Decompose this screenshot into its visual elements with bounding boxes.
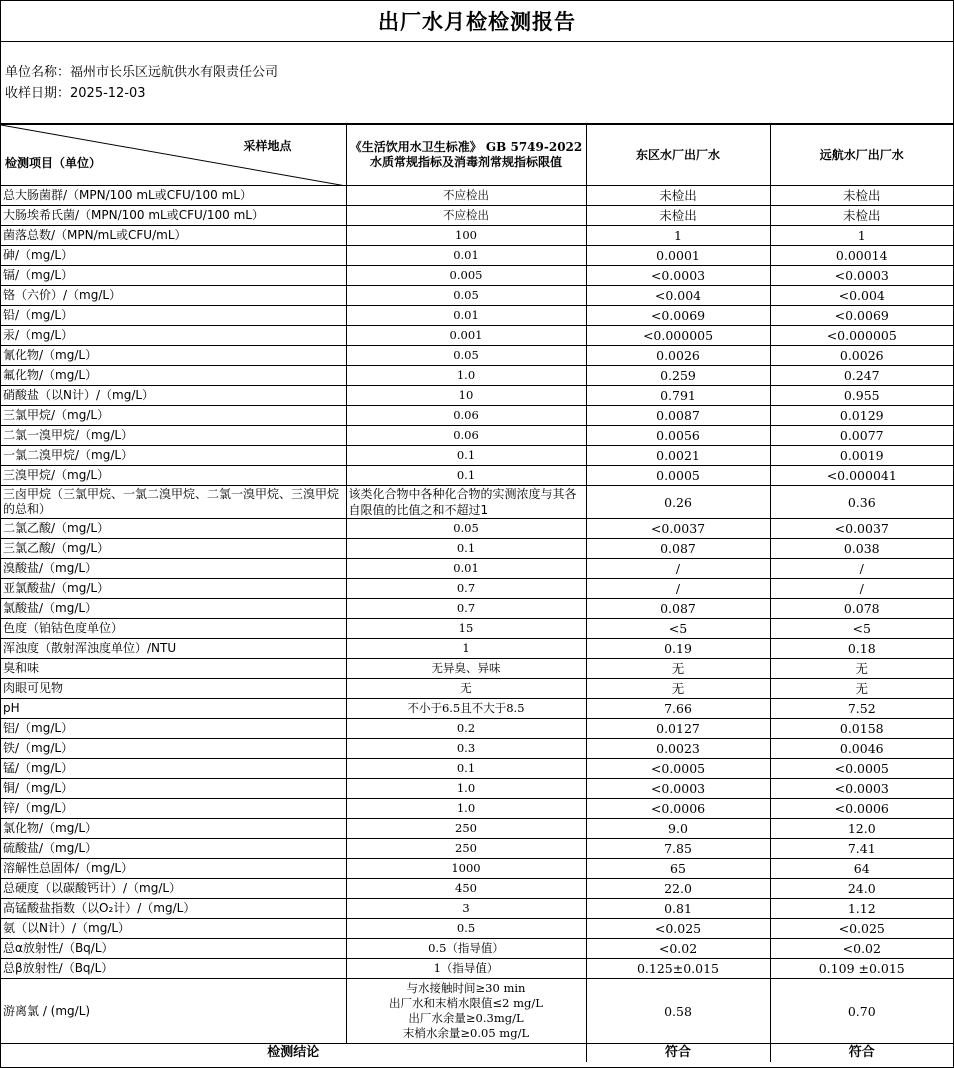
table-cell-item: 高锰酸盐指数（以O₂计）/（mg/L） [1, 899, 346, 919]
unit-line [5, 62, 953, 83]
table-cell-site-1: 0.087 [586, 599, 770, 619]
table-cell-site-2: <0.0003 [770, 266, 953, 286]
table-cell-item: 二氯一溴甲烷/（mg/L） [1, 426, 346, 446]
table-cell-item: 三氯乙酸/（mg/L） [1, 539, 346, 559]
table-cell-item: 铝/（mg/L） [1, 719, 346, 739]
table-row [1, 266, 953, 286]
conclusion-label: 检测结论 [1, 1044, 586, 1063]
table-cell-site-2: <0.000041 [770, 466, 953, 486]
table-cell-item: 二氯乙酸/（mg/L） [1, 519, 346, 539]
table-cell-item: 三溴甲烷/（mg/L） [1, 466, 346, 486]
table-cell-item: 汞/（mg/L） [1, 326, 346, 346]
table-cell-site-2: 0.247 [770, 366, 953, 386]
table-cell-limit: 不小于6.5且不大于8.5 [346, 699, 586, 719]
date-line [5, 83, 953, 104]
table-cell-site-2: <0.0037 [770, 519, 953, 539]
table-cell-site-2: 0.70 [770, 979, 953, 1044]
table-cell-site-2: 0.0129 [770, 406, 953, 426]
table-cell-site-2: <0.02 [770, 939, 953, 959]
table-row [1, 326, 953, 346]
table-cell-limit: 1.0 [346, 779, 586, 799]
table-cell-site-1: <0.0069 [586, 306, 770, 326]
table-cell-limit: 0.5 [346, 919, 586, 939]
table-cell-site-1: 0.0021 [586, 446, 770, 466]
table-cell-site-1: 0.81 [586, 899, 770, 919]
limit-line: 末梢水余量≥0.05 mg/L [402, 1026, 530, 1040]
table-cell-limit: 0.05 [346, 519, 586, 539]
table-cell-site-1: 0.087 [586, 539, 770, 559]
table-cell-item: 铅/（mg/L） [1, 306, 346, 326]
conclusion-row [1, 1044, 953, 1063]
table-row [1, 486, 953, 519]
table-cell-limit: 0.01 [346, 559, 586, 579]
results-table [1, 124, 953, 1062]
table-cell-item: 总硬度（以碳酸钙计）/（mg/L） [1, 879, 346, 899]
table-cell-site-2: 1.12 [770, 899, 953, 919]
table-cell-item: 砷/（mg/L） [1, 246, 346, 266]
table-row [1, 659, 953, 679]
table-cell-limit: 0.1 [346, 466, 586, 486]
table-cell-limit [346, 979, 586, 1044]
table-row [1, 859, 953, 879]
table-cell-limit: 1（指导值） [346, 959, 586, 979]
table-row [1, 759, 953, 779]
table-cell-site-2: / [770, 579, 953, 599]
sample-date: 2025-12-03 [70, 86, 146, 101]
table-row [1, 206, 953, 226]
table-cell-site-2: 0.18 [770, 639, 953, 659]
table-cell-site-2: 未检出 [770, 206, 953, 226]
table-cell-item: 溴酸盐/（mg/L） [1, 559, 346, 579]
table-cell-limit: 3 [346, 899, 586, 919]
table-cell-site-1: <0.000005 [586, 326, 770, 346]
table-row [1, 466, 953, 486]
table-cell-site-2: <0.0003 [770, 779, 953, 799]
table-cell-site-2: <0.025 [770, 919, 953, 939]
table-cell-site-2: 无 [770, 679, 953, 699]
table-cell-site-1: <0.0006 [586, 799, 770, 819]
table-cell-limit: 0.1 [346, 446, 586, 466]
table-cell-site-1: 65 [586, 859, 770, 879]
table-cell-site-2: <0.000005 [770, 326, 953, 346]
table-cell-limit: 450 [346, 879, 586, 899]
table-cell-site-1: <0.0037 [586, 519, 770, 539]
table-cell-limit: 1.0 [346, 366, 586, 386]
table-cell-item: 氨（以N计）/（mg/L） [1, 919, 346, 939]
table-cell-limit: 0.06 [346, 426, 586, 446]
table-cell-item: 氯化物/（mg/L） [1, 819, 346, 839]
report-info [1, 42, 953, 124]
table-row [1, 446, 953, 466]
table-cell-site-2: 12.0 [770, 819, 953, 839]
table-cell-site-2: <0.0006 [770, 799, 953, 819]
header-location: 采样地点 [243, 139, 292, 153]
table-cell-limit: 15 [346, 619, 586, 639]
table-cell-limit: 0.05 [346, 286, 586, 306]
table-cell-site-2: 0.0077 [770, 426, 953, 446]
table-cell-site-2: <0.0069 [770, 306, 953, 326]
table-cell-item: 溶解性总固体/（mg/L） [1, 859, 346, 879]
free-chlorine-row [1, 979, 953, 1044]
table-cell-site-1: 7.66 [586, 699, 770, 719]
table-row [1, 186, 953, 206]
header-standard: 《生活饮用水卫生标准》 GB 5749-2022 水质常规指标及消毒剂常规指标限值 [346, 125, 586, 186]
table-row [1, 779, 953, 799]
table-cell-limit: 无异臭、异味 [346, 659, 586, 679]
table-cell-limit: 0.001 [346, 326, 586, 346]
table-cell-site-2: 0.0026 [770, 346, 953, 366]
table-row [1, 719, 953, 739]
table-cell-site-1: 0.0005 [586, 466, 770, 486]
table-cell-item: 硝酸盐（以N计）/（mg/L） [1, 386, 346, 406]
table-cell-item: 氟化物/（mg/L） [1, 366, 346, 386]
table-cell-limit: 0.5（指导值） [346, 939, 586, 959]
table-row [1, 959, 953, 979]
table-cell-item: 肉眼可见物 [1, 679, 346, 699]
table-cell-site-1: 0.0026 [586, 346, 770, 366]
table-row [1, 819, 953, 839]
limit-line: 出厂水和末梢水限值≤2 mg/L [389, 996, 543, 1010]
table-cell-site-1: 0.0001 [586, 246, 770, 266]
table-cell-item: 总β放射性/（Bq/L） [1, 959, 346, 979]
table-cell-limit: 不应检出 [346, 206, 586, 226]
table-cell-limit: 0.01 [346, 306, 586, 326]
table-cell-limit: 250 [346, 819, 586, 839]
unit-name: 福州市长乐区远航供水有限责任公司 [70, 65, 279, 80]
table-cell-site-2: 未检出 [770, 186, 953, 206]
table-cell-site-1: 0.58 [586, 979, 770, 1044]
table-cell-site-1: 0.0087 [586, 406, 770, 426]
table-cell-site-1: 22.0 [586, 879, 770, 899]
table-cell-item: 亚氯酸盐/（mg/L） [1, 579, 346, 599]
table-cell-limit: 不应检出 [346, 186, 586, 206]
table-cell-limit: 0.3 [346, 739, 586, 759]
table-cell-site-1: 未检出 [586, 186, 770, 206]
table-cell-limit: 0.7 [346, 579, 586, 599]
table-cell-limit: 该类化合物中各种化合物的实测浓度与其各自限值的比值之和不超过1 [346, 486, 586, 519]
table-cell-site-2: <0.004 [770, 286, 953, 306]
table-row [1, 679, 953, 699]
table-row [1, 226, 953, 246]
table-cell-item: 锌/（mg/L） [1, 799, 346, 819]
table-cell-item: 铁/（mg/L） [1, 739, 346, 759]
table-cell-limit: 0.2 [346, 719, 586, 739]
limit-line: 出厂水余量≥0.3mg/L [408, 1011, 524, 1025]
table-cell-site-2: 0.109 ±0.015 [770, 959, 953, 979]
table-cell-item: 臭和味 [1, 659, 346, 679]
table-row [1, 559, 953, 579]
table-cell-site-1: 0.791 [586, 386, 770, 406]
table-row [1, 386, 953, 406]
table-cell-limit: 0.05 [346, 346, 586, 366]
header-diagonal-cell [1, 125, 346, 186]
table-cell-limit: 10 [346, 386, 586, 406]
table-row [1, 426, 953, 446]
table-cell-item: 三氯甲烷/（mg/L） [1, 406, 346, 426]
table-cell-site-2: 无 [770, 659, 953, 679]
table-cell-site-1: <0.0005 [586, 759, 770, 779]
table-cell-site-2: 7.41 [770, 839, 953, 859]
table-row [1, 539, 953, 559]
table-cell-site-2: 7.52 [770, 699, 953, 719]
table-cell-site-2: 0.00014 [770, 246, 953, 266]
table-cell-site-1: 0.0023 [586, 739, 770, 759]
table-row [1, 619, 953, 639]
header-site-1: 东区水厂出厂水 [586, 125, 770, 186]
table-cell-item: 三卤甲烷（三氯甲烷、一氯二溴甲烷、二氯一溴甲烷、三溴甲烷的总和） [1, 486, 346, 519]
limit-line: 与水接触时间≥30 min [406, 981, 526, 995]
table-cell-item: 游离氯 / (mg/L) [1, 979, 346, 1044]
table-cell-site-1: <0.004 [586, 286, 770, 306]
table-cell-item: 菌落总数/（MPN/mL或CFU/mL） [1, 226, 346, 246]
table-cell-item: 大肠埃希氏菌/（MPN/100 mL或CFU/100 mL） [1, 206, 346, 226]
table-row [1, 579, 953, 599]
table-row [1, 519, 953, 539]
table-cell-site-1: <0.0003 [586, 266, 770, 286]
table-row [1, 879, 953, 899]
table-cell-site-1: <0.0003 [586, 779, 770, 799]
table-row [1, 599, 953, 619]
table-cell-item: 氯酸盐/（mg/L） [1, 599, 346, 619]
table-cell-site-1: <0.025 [586, 919, 770, 939]
table-cell-limit: 0.005 [346, 266, 586, 286]
table-row [1, 346, 953, 366]
table-header-row [1, 125, 953, 186]
table-cell-limit: 1.0 [346, 799, 586, 819]
table-row [1, 919, 953, 939]
table-row [1, 306, 953, 326]
table-cell-site-1: / [586, 559, 770, 579]
table-row [1, 739, 953, 759]
table-cell-site-2: <5 [770, 619, 953, 639]
table-cell-limit: 0.01 [346, 246, 586, 266]
table-cell-item: 浑浊度（散射浑浊度单位）/NTU [1, 639, 346, 659]
report-title: 出厂水月检检测报告 [1, 1, 953, 42]
table-cell-limit: 0.7 [346, 599, 586, 619]
table-cell-item: 总α放射性/（Bq/L） [1, 939, 346, 959]
table-row [1, 366, 953, 386]
table-cell-site-1: 1 [586, 226, 770, 246]
table-cell-site-1: 无 [586, 679, 770, 699]
table-cell-site-1: 9.0 [586, 819, 770, 839]
table-cell-limit: 无 [346, 679, 586, 699]
table-cell-site-2: 0.0046 [770, 739, 953, 759]
table-cell-site-2: 0.955 [770, 386, 953, 406]
table-cell-site-2: 64 [770, 859, 953, 879]
table-cell-site-2: 0.0158 [770, 719, 953, 739]
table-cell-limit: 0.1 [346, 539, 586, 559]
table-cell-site-1: 0.19 [586, 639, 770, 659]
table-row [1, 406, 953, 426]
table-cell-item: 硫酸盐/（mg/L） [1, 839, 346, 859]
table-cell-item: 铬（六价）/（mg/L） [1, 286, 346, 306]
table-cell-limit: 0.1 [346, 759, 586, 779]
table-row [1, 799, 953, 819]
header-site-2: 远航水厂出厂水 [770, 125, 953, 186]
table-row [1, 286, 953, 306]
table-cell-site-1: / [586, 579, 770, 599]
table-cell-item: 锰/（mg/L） [1, 759, 346, 779]
table-cell-site-2: 1 [770, 226, 953, 246]
conclusion-site-2: 符合 [770, 1044, 953, 1063]
table-row [1, 639, 953, 659]
table-cell-limit: 1 [346, 639, 586, 659]
table-cell-site-1: 0.259 [586, 366, 770, 386]
table-cell-site-1: 0.0127 [586, 719, 770, 739]
table-cell-site-2: 0.36 [770, 486, 953, 519]
table-cell-site-1: 0.26 [586, 486, 770, 519]
table-cell-item: 总大肠菌群/（MPN/100 mL或CFU/100 mL） [1, 186, 346, 206]
table-cell-site-1: 未检出 [586, 206, 770, 226]
table-cell-limit: 250 [346, 839, 586, 859]
table-cell-site-1: 无 [586, 659, 770, 679]
table-row [1, 839, 953, 859]
table-row [1, 699, 953, 719]
header-project: 检测项目（单位） [5, 156, 102, 170]
table-cell-site-2: 24.0 [770, 879, 953, 899]
table-cell-site-2: 0.078 [770, 599, 953, 619]
table-cell-limit: 100 [346, 226, 586, 246]
table-row [1, 939, 953, 959]
unit-label: 单位名称： [5, 65, 71, 80]
table-cell-item: 氰化物/（mg/L） [1, 346, 346, 366]
table-cell-item: 色度（铂钴色度单位） [1, 619, 346, 639]
table-cell-site-2: <0.0005 [770, 759, 953, 779]
table-cell-item: 铜/（mg/L） [1, 779, 346, 799]
table-cell-site-1: 0.125±0.015 [586, 959, 770, 979]
table-cell-limit: 0.06 [346, 406, 586, 426]
table-row [1, 246, 953, 266]
table-cell-site-1: <5 [586, 619, 770, 639]
table-cell-site-1: 7.85 [586, 839, 770, 859]
table-cell-item: 镉/（mg/L） [1, 266, 346, 286]
table-cell-site-2: / [770, 559, 953, 579]
table-body [1, 186, 953, 979]
table-cell-limit: 1000 [346, 859, 586, 879]
table-cell-site-1: 0.0056 [586, 426, 770, 446]
table-cell-item: pH [1, 699, 346, 719]
table-cell-site-2: 0.0019 [770, 446, 953, 466]
conclusion-site-1: 符合 [586, 1044, 770, 1063]
table-cell-item: 一氯二溴甲烷/（mg/L） [1, 446, 346, 466]
date-label: 收样日期： [5, 86, 71, 101]
table-row [1, 899, 953, 919]
table-cell-site-1: <0.02 [586, 939, 770, 959]
table-cell-site-2: 0.038 [770, 539, 953, 559]
